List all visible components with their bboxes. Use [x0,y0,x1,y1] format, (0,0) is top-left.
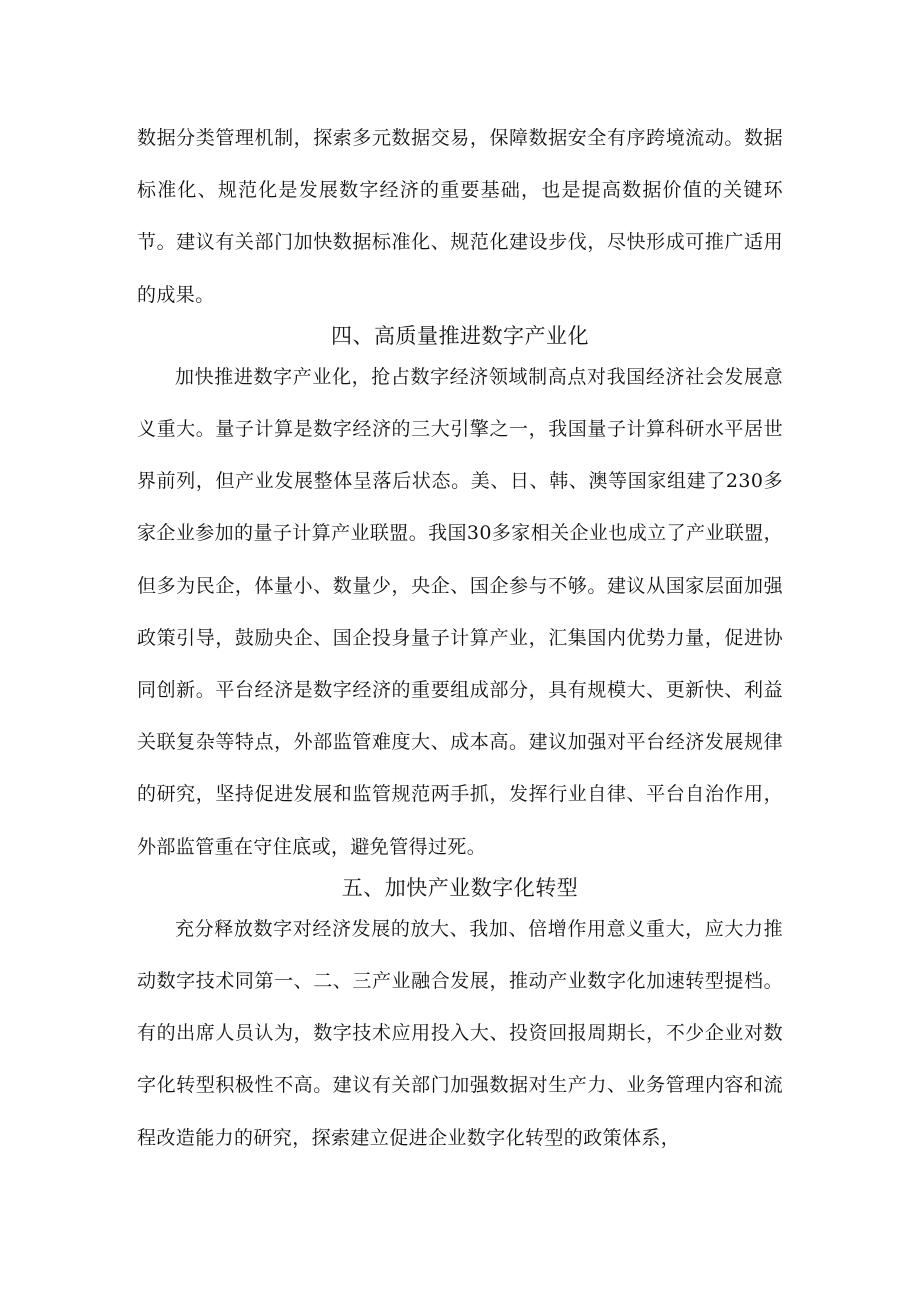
section-4-heading: 四、高质量推进数字产业化 [331,323,589,348]
section-5-heading: 五、加快产业数字化转型 [341,875,579,900]
section-4-paragraph: 加快推进数字产业化，抢占数字经济领域制高点对我国经济社会发展意义重大。量子计算是数字经济的三大引擎之一，我国量子计算科研水平居世界前列，但产业发展整体呈落后状态。美、日、韩、澳等国家组建了230多家企业参加的量子计算产业联盟。我国30多家相关企业也成立了产业联盟，但多为民企，体量小、数量少，央企、国企参与不够。建议从国家层面加强政策引导，鼓励央企、国企投身量子计算产业，汇集国内优势力量，促进协同创新。平台经济是数字经济的重要组成部分，具有规模大、更新快、利益关联复杂等特点，外部监管难度大、成本高。建议加强对平台经济发展规律的研究，坚持促进发展和监管规范两手抓，发挥行业自律、平台自治作用，外部监管重在守住底或，避免管得过死。 [137,365,783,858]
section-5-paragraph: 充分释放数字对经济发展的放大、我加、倍增作用意义重大，应大力推动数字技术同第一、二、三产业融合发展，推动产业数字化加速转型提档。有的出席人员认为，数字技术应用投入大、投资回报周期长，不少企业对数字化转型积极性不高。建议有关部门加强数据对生产力、业务管理内容和流程改造能力的研究，探索建立促进企业数字化转型的政策体系， [137,917,783,1149]
intro-paragraph: 数据分类管理机制，探索多元数据交易，保障数据安全有序跨境流动。数据标准化、规范化是发展数字经济的重要基础，也是提高数据价值的关键环节。建议有关部门加快数据标准化、规范化建设步伐，尽快形成可推广适用的成果。 [137,127,783,306]
document-body [137,112,783,1164]
